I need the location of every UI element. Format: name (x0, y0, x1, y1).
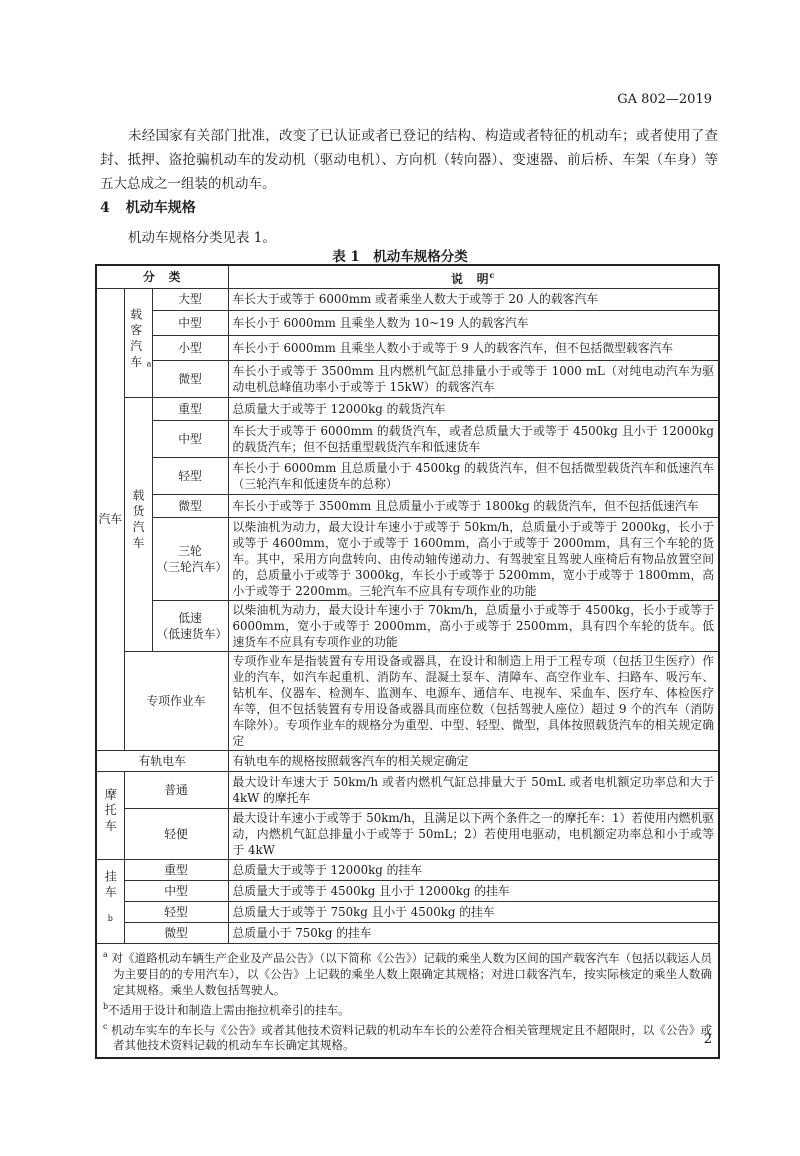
type-cell: 中型 (152, 310, 228, 335)
table-row (96, 901, 719, 922)
table-caption: 表 1 机动车规格分类 (332, 249, 468, 265)
desc-cell: 专项作业车是指装置有专用设备或器具，在设计和制造上用于工程专项（包括卫生医疗）作业的汽车，如汽车起重机、消防车、混凝土泵车、清障车、高空作业车、扫路车、吸污车、钻机车、仪器车、检测车、监测车、电源车、通信车、电视车、采血车、医疗车、体检医疗车等，但不包括装置有专用设备或器具而座位数（包括驾驶人座位）超过 9 个的汽车（消防车除外）。专项作业车的规格分为重型、中型、轻型、微型，具体按照载货汽车的相关规定确定 (228, 651, 719, 750)
table-notes (96, 943, 719, 1058)
header-description: 说 明$^c$ (228, 265, 719, 288)
note-c: $^c$ 机动车实车的车长与《公告》或者其他技术资料记载的机动车车长的公差符合相关管理规定且不超限时，以《公告》或者其他技术资料记载的机动车车长确定其规格。 (103, 1021, 713, 1053)
desc-cell: 总质量大于或等于 4500kg 且小于 12000kg 的挂车 (228, 880, 719, 901)
table-row (96, 288, 719, 310)
body-paragraph: 未经国家有关部门批准，改变了已认证或者已登记的结构、构造或者特征的机动车；或者使用了查封、抵押、盗抢骗机动车的发动机（驱动电机）、方向机（转向器）、变速器、前后桥、车架（车身）等五大总成之一组装的机动车。 (100, 128, 718, 192)
type-cell: 有轨电车 (96, 750, 228, 771)
spec-table (95, 264, 720, 1059)
table-row (96, 517, 719, 600)
type-cell: 小型 (152, 335, 228, 360)
table-row (96, 750, 719, 771)
table-row (96, 651, 719, 750)
section-heading (100, 197, 196, 217)
desc-cell: 以柴油机为动力，最大设计车速小于或等于 50km/h，总质量小于或等于 2000kg，长小于或等于 4600mm，宽小于或等于 1600mm，高小于或等于 2000mm，具有三个车轮的货车。其中，采用方向盘转向、由传动轴传递动力、有驾驶室且驾驶人座椅后有物品放置空间的，总质量小于或等于 3000kg，车长小于或等于 5200mm，宽小于或等于 1800mm，高小于或等于 2200mm。三轮汽车不应具有专项作业的功能 (228, 517, 719, 600)
type-cell: 三轮 （三轮汽车） (152, 517, 228, 600)
type-cell: 中型 (152, 420, 228, 457)
moto-label: 摩托车 (96, 771, 124, 859)
desc-cell: 总质量大于或等于 12000kg 的载货汽车 (228, 397, 719, 420)
desc-cell: 车长大于或等于 6000mm 的载货汽车，或者总质量大于或等于 4500kg 且小于 12000kg 的载货汽车；但不包括重型载货汽车和低速货车 (228, 420, 719, 457)
table-row (96, 922, 719, 943)
table-row (96, 310, 719, 335)
type-cell: 普通 (124, 771, 228, 808)
type-cell: 中型 (124, 880, 228, 901)
section-number: 4 (100, 200, 110, 216)
type-cell: 微型 (152, 494, 228, 517)
type-cell: 微型 (152, 360, 228, 397)
desc-cell: 车长小于或等于 3500mm 且内燃机气缸总排量小于或等于 1000 mL（对纯电动汽车为驱动电机总峰值功率小于或等于 15kW）的载客汽车 (228, 360, 719, 397)
table-row (96, 397, 719, 420)
page-number: 2 (703, 1032, 712, 1047)
desc-cell: 总质量大于或等于 12000kg 的挂车 (228, 859, 719, 880)
bus-label: 载客汽车 $^a$ (124, 288, 152, 397)
desc-cell: 车长小于或等于 3500mm 且总质量小于或等于 1800kg 的载货汽车，但不包括低速汽车 (228, 494, 719, 517)
type-cell: 轻型 (124, 901, 228, 922)
note-a: $^a$ 对《道路机动车辆生产企业及产品公告》（以下简称《公告》）记载的乘坐人数为区间的国产载客汽车（包括以载运人员为主要目的的专用汽车），以《公告》上记载的乘坐人数上限确定其规格；对进口载客汽车，按实际核定的乘坐人数确定其规格。乘坐人数包括驾驶人。 (103, 949, 713, 997)
type-cell: 重型 (124, 859, 228, 880)
table-row (96, 600, 719, 651)
trailer-label: 挂车$^b$ (96, 859, 124, 943)
table-notes-row (96, 943, 719, 1058)
desc-cell: 总质量小于 750kg 的挂车 (228, 922, 719, 943)
table-row (96, 771, 719, 808)
desc-cell: 最大设计车速大于 50km/h 或者内燃机气缸总排量大于 50mL 或者电机额定功率总和大于 4kW 的摩托车 (228, 771, 719, 808)
table-header-row (96, 265, 719, 288)
section-title: 机动车规格 (125, 200, 196, 216)
auto-label: 汽车 (96, 288, 124, 750)
desc-cell: 车长小于 6000mm 且乘坐人数小于或等于 9 人的载客汽车，但不包括微型载客汽车 (228, 335, 719, 360)
table-row (96, 335, 719, 360)
truck-label: 载货汽车 (124, 397, 152, 651)
table-row (96, 457, 719, 494)
type-cell: 重型 (152, 397, 228, 420)
desc-cell: 车长小于 6000mm 且总质量小于 4500kg 的载货汽车，但不包括微型载货汽车和低速汽车（三轮汽车和低速货车的总称） (228, 457, 719, 494)
table-row (96, 859, 719, 880)
table-row (96, 420, 719, 457)
type-cell: 大型 (152, 288, 228, 310)
type-cell: 轻型 (152, 457, 228, 494)
desc-cell: 以柴油机为动力，最大设计车速小于 70km/h，总质量小于或等于 4500kg，长小于或等于 6000mm，宽小于或等于 2000mm，高小于或等于 2500mm，具有四个车轮的货车。低速货车不应具有专项作业的功能 (228, 600, 719, 651)
type-cell: 微型 (124, 922, 228, 943)
header-category: 分 类 (96, 265, 228, 288)
desc-cell: 车长大于或等于 6000mm 或者乘坐人数大于或等于 20 人的载客汽车 (228, 288, 719, 310)
table-row (96, 360, 719, 397)
desc-cell: 车长小于 6000mm 且乘坐人数为 10~19 人的载客汽车 (228, 310, 719, 335)
desc-cell: 总质量大于或等于 750kg 且小于 4500kg 的挂车 (228, 901, 719, 922)
standard-number: GA 802—2019 (617, 92, 712, 107)
type-cell: 低速 （低速货车） (152, 600, 228, 651)
desc-cell: 有轨电车的规格按照载客汽车的相关规定确定 (228, 750, 719, 771)
table-row (96, 880, 719, 901)
table-row (96, 808, 719, 859)
desc-cell: 最大设计车速小于或等于 50km/h，且满足以下两个条件之一的摩托车：1）若使用内燃机驱动，内燃机气缸总排量小于或等于 50mL；2）若使用电驱动，电机额定功率总和小于或等于 4kW (228, 808, 719, 859)
note-b: $^b$不适用于设计和制造上需由拖拉机牵引的挂车。 (103, 1001, 350, 1017)
type-cell: 专项作业车 (124, 651, 228, 750)
table-row (96, 494, 719, 517)
type-cell: 轻便 (124, 808, 228, 859)
intro-text: 机动车规格分类见表 1。 (128, 230, 276, 246)
